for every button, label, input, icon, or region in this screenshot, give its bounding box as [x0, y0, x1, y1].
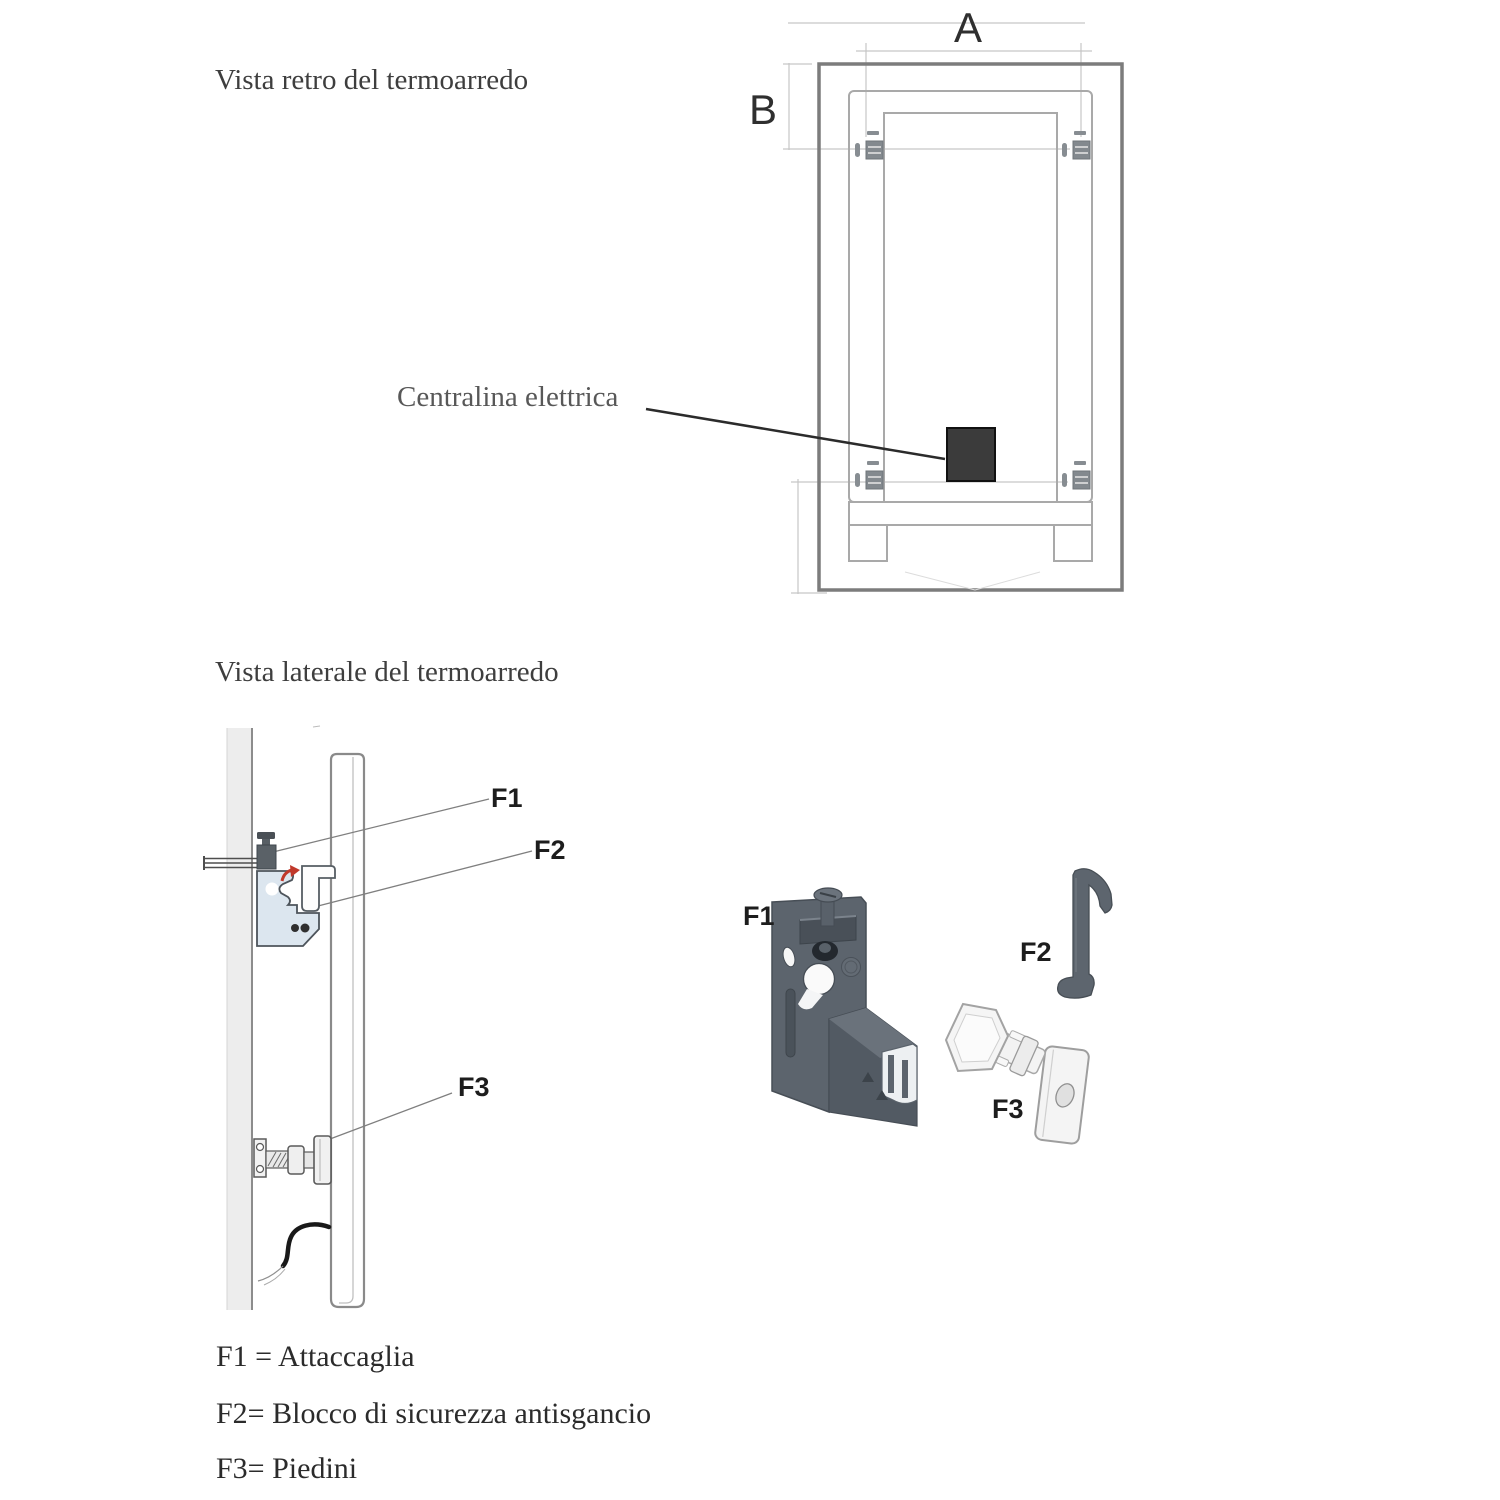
scan-marks: [905, 572, 1040, 590]
threaded-rod: [266, 1151, 290, 1168]
bracket-top-right: [1062, 131, 1090, 159]
part-label-f3: F3: [992, 1094, 1024, 1124]
bracket-bottom-right: [1062, 461, 1090, 489]
side-label-f3: F3: [458, 1072, 490, 1102]
part-label-f1: F1: [743, 901, 775, 931]
dim-a-label: A: [954, 4, 983, 51]
side-label-f2: F2: [534, 835, 566, 865]
dim-b-label: B: [749, 86, 778, 133]
side-view-drawing: [204, 726, 532, 1310]
dimension-lines: [783, 23, 1092, 594]
part-f1-bracket: [772, 888, 917, 1126]
legend-item-f1: F1 = Attaccaglia: [216, 1340, 415, 1373]
f1-screw: [821, 900, 834, 926]
side-leader-lines: [273, 799, 532, 1139]
cable: [258, 1224, 329, 1285]
part-label-f2: F2: [1020, 937, 1052, 967]
side-label-f1: F1: [491, 783, 523, 813]
screw-head: [257, 832, 275, 839]
rear-view-drawing: [646, 23, 1122, 594]
legend-item-f2: F2= Blocco di sicurezza antisgancio: [216, 1397, 652, 1430]
bracket-top-left: [855, 131, 883, 159]
upper-bracket-assembly: [204, 832, 335, 946]
bracket-bottom-left: [855, 461, 883, 489]
part-f2-hook: [1058, 869, 1112, 998]
parts-drawing: [772, 869, 1112, 1145]
centralina-leader-line: [646, 409, 945, 459]
legend-item-f3: F3= Piedini: [216, 1452, 358, 1485]
side-view-title: Vista laterale del termoarredo: [215, 656, 559, 688]
rear-view-title: Vista retro del termoarredo: [215, 64, 529, 96]
foot-assembly: [254, 1136, 331, 1184]
electrical-box: [947, 428, 995, 481]
wall: [227, 728, 252, 1310]
centralina-label: Centralina elettrica: [397, 381, 619, 413]
radiator-frame: [849, 91, 1092, 561]
